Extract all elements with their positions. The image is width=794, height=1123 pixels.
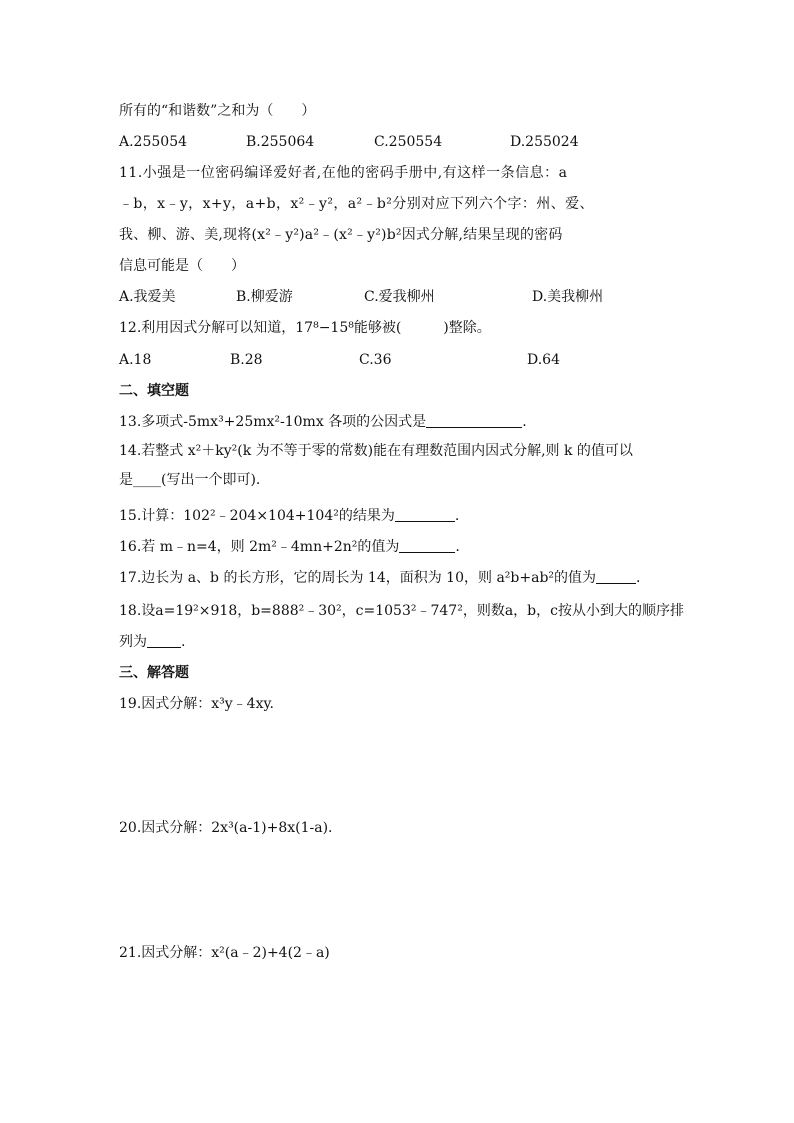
question-11-line-3: 我、柳、游、美,现将(x²﹣y²)a²﹣(x²﹣y²)b²因式分解,结果呈现的密码	[119, 227, 563, 243]
question-16	[119, 537, 460, 557]
question-11-line-2: ﹣b，x﹣y，x+y，a+b，x²﹣y²，a²﹣b²分别对应下列六个字：州、爱、	[119, 196, 594, 212]
question-17	[119, 568, 640, 588]
q16-text: 16.若 m﹣n=4，则 2m²﹣4mn+2n²的值为	[119, 539, 400, 555]
answer-blank	[426, 413, 522, 428]
q17-text: 17.边长为 a、b 的长方形，它的周长为 14，面积为 10，则 a²b+ab²的值为	[119, 570, 597, 586]
answer-blank	[596, 569, 636, 584]
question-19: 19.因式分解：x³y﹣4xy.	[119, 696, 274, 712]
q18-period: .	[181, 634, 186, 650]
question-13	[119, 412, 527, 432]
question-12: 12.利用因式分解可以知道，17⁸−15⁸能够被( )整除。	[119, 320, 491, 336]
q10-option-b: B.255064	[246, 134, 315, 150]
question-18-line-2	[119, 632, 185, 652]
q10-option-c: C.250554	[374, 134, 443, 150]
answer-blank	[395, 507, 455, 522]
q10-option-a: A.255054	[119, 134, 188, 150]
q13-text: 13.多项式-5mx³+25mx²-10mx 各项的公因式是	[119, 414, 427, 430]
q16-period: .	[455, 539, 460, 555]
q15-period: .	[454, 508, 460, 524]
question-10-tail: 所有的“和谐数”之和为（ ）	[119, 103, 316, 119]
q11-option-d: D.美我柳州	[532, 289, 604, 305]
q11-option-b: B.柳爱游	[236, 289, 293, 305]
q10-option-d: D.255024	[510, 134, 579, 150]
question-14-line-1: 14.若整式 x²＋ky²(k 为不等于零的常数)能在有理数范围内因式分解,则 k 的值可以	[119, 443, 633, 459]
q12-option-c: C.36	[359, 352, 392, 368]
q13-period: .	[522, 414, 527, 430]
q15-text: 15.计算：102²﹣204×104+104²的结果为	[119, 508, 395, 524]
question-15	[119, 506, 459, 526]
question-14-line-2: 是____(写出一个即可).	[119, 472, 261, 488]
section-solutions-heading: 三、解答题	[119, 665, 189, 681]
q11-option-a: A.我爱美	[119, 289, 176, 305]
section-fill-in-heading: 二、填空题	[119, 383, 189, 399]
q11-option-c: C.爱我柳州	[364, 289, 435, 305]
q18-text: 列为	[119, 634, 147, 650]
question-11-line-4: 信息可能是（ ）	[119, 258, 245, 274]
q17-period: .	[636, 570, 641, 586]
question-18-line-1: 18.设a=19²×918，b=888²﹣30²，c=1053²﹣747²，则数a，b，c按从小到大的顺序排	[119, 603, 684, 619]
q12-option-d: D.64	[527, 352, 560, 368]
question-20: 20.因式分解：2x³(a-1)+8x(1-a).	[119, 820, 333, 836]
answer-blank	[399, 538, 455, 553]
q12-option-a: A.18	[119, 352, 152, 368]
answer-blank	[147, 633, 181, 648]
q12-option-b: B.28	[230, 352, 263, 368]
question-11-line-1: 11.小强是一位密码编译爱好者,在他的密码手册中,有这样一条信息：a	[119, 165, 568, 181]
question-21: 21.因式分解：x²(a﹣2)+4(2﹣a)	[119, 945, 330, 961]
